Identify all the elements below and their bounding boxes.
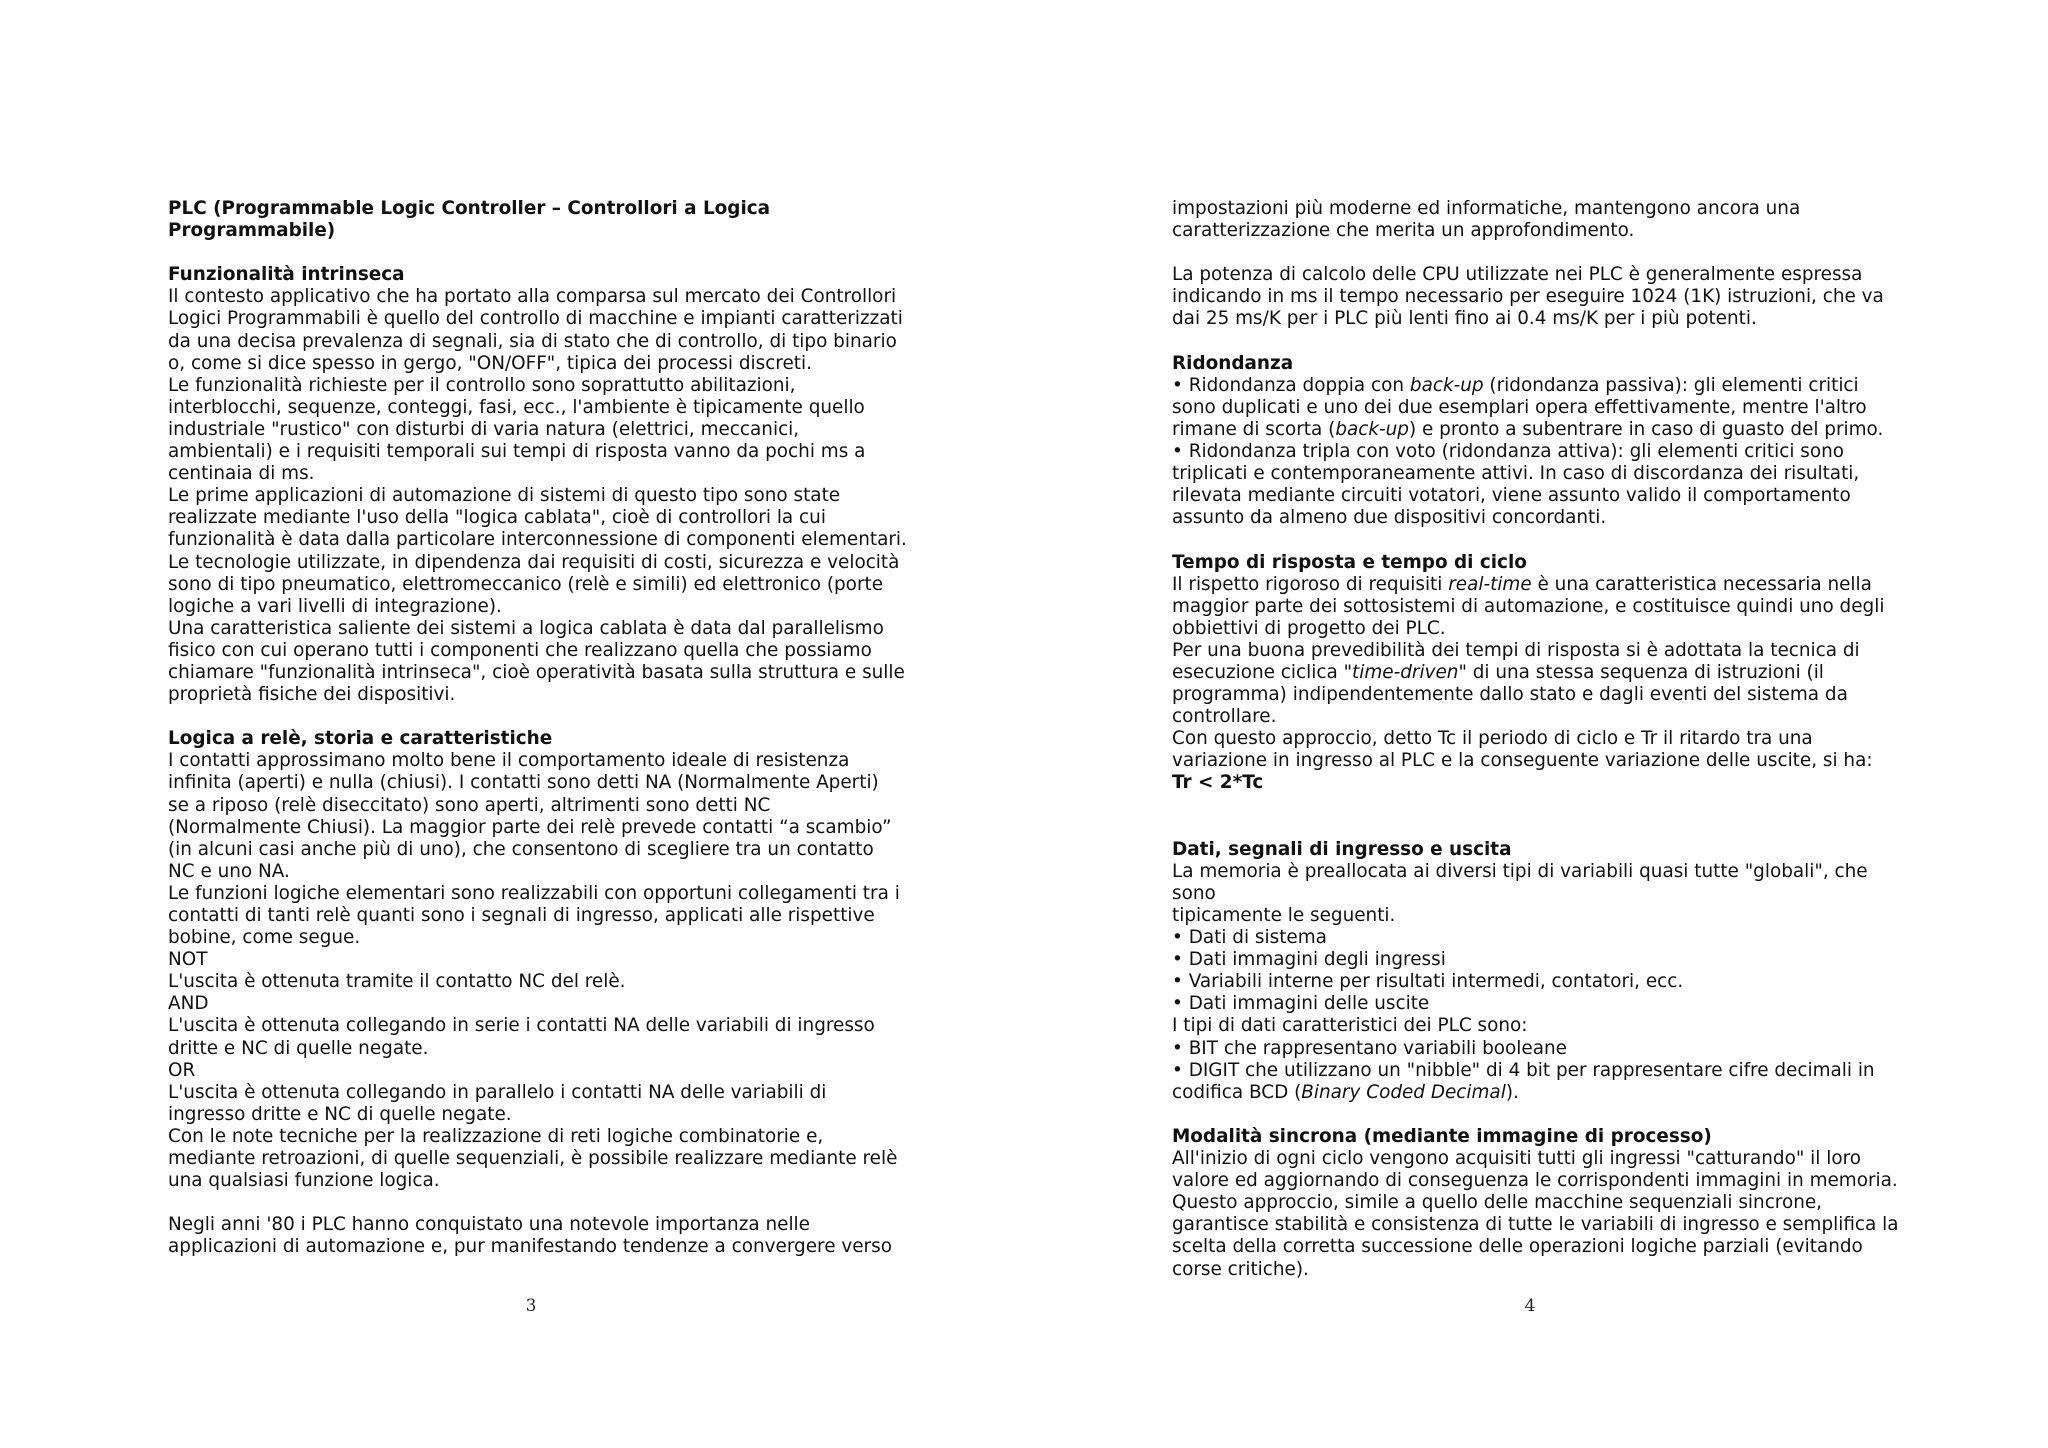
text-line	[1172, 1082, 1932, 1104]
text-run: ).	[1505, 1081, 1519, 1103]
text-line: Le prime applicazioni di automazione di sistemi di questo tipo sono state	[168, 485, 841, 507]
text-line: infinita (aperti) e nulla (chiusi). I contatti sono detti NA (Normalmente Aperti)	[168, 772, 879, 794]
text-line: (in alcuni casi anche più di uno), che consentono di scegliere tra un contatto	[168, 838, 874, 860]
title-line: PLC (Programmable Logic Controller – Controllori a Logica	[168, 198, 771, 219]
text-line: tipicamente le seguenti.	[1172, 905, 1396, 926]
section-anni-80	[168, 1214, 908, 1258]
text-line: rilevata mediante circuiti votatori, viene assunto valido il comportamento	[1172, 485, 1851, 507]
text-line: Il contesto applicativo che ha portato alla comparsa sul mercato dei Controllori	[168, 286, 897, 308]
text-line: dai 25 ms/K per i PLC più lenti fino ai 0.4 ms/K per i più potenti.	[1172, 308, 1757, 330]
text-line	[1172, 419, 1932, 441]
italic-term: time-driven	[1352, 661, 1459, 683]
text-line: logiche a vari livelli di integrazione).	[168, 595, 502, 617]
section-heading: Funzionalità intrinseca	[168, 264, 405, 286]
text-line	[1172, 574, 1932, 596]
text-line: se a riposo (relè diseccitato) sono aperti, altrimenti sono detti NC	[168, 794, 771, 816]
list-item: • Dati immagini delle uscite	[1172, 993, 1430, 1015]
text-line: valore ed aggiornando di conseguenza le corrispondenti immagini in memoria.	[1172, 1170, 1898, 1192]
text-line: ambientali) e i requisiti temporali sui tempi di risposta vanno da pochi ms a	[168, 441, 866, 463]
text-line: variazione in ingresso al PLC e la conseguente variazione delle uscite, si ha:	[1172, 750, 1873, 772]
text-line: centinaia di ms.	[168, 463, 315, 485]
text-line: Le funzionalità richieste per il controllo sono soprattutto abilitazioni,	[168, 374, 796, 396]
text-line: OR	[168, 1059, 196, 1081]
text-line: proprietà fisiche dei dispositivi.	[168, 684, 456, 706]
text-line: interblocchi, sequenze, conteggi, fasi, ecc., l'ambiente è tipicamente quello	[168, 396, 865, 418]
text-run: ) e pronto a subentrare in caso di guasto del primo.	[1408, 418, 1884, 440]
text-line: funzionalità è data dalla particolare interconnessione di componenti elementari.	[168, 529, 907, 551]
text-line: sono duplicati e uno dei due esemplari opera effettivamente, mentre l'altro	[1172, 396, 1867, 418]
title-line: Programmabile)	[168, 220, 336, 242]
text-line: Con le note tecniche per la realizzazione di reti logiche combinatorie e,	[168, 1125, 824, 1147]
section-funzionalita-intrinseca	[168, 264, 908, 706]
text-line: ingresso dritte e NC di quelle negate.	[168, 1103, 512, 1125]
text-line: (Normalmente Chiusi). La maggior parte dei relè prevede contatti “a scambio”	[168, 816, 892, 838]
text-run: Il rispetto rigoroso di requisiti	[1172, 573, 1449, 595]
section-tempo-di-risposta	[1172, 552, 1932, 795]
section-ridondanza	[1172, 353, 1932, 530]
text-line: Le funzioni logiche elementari sono realizzabili con opportuni collegamenti tra i	[168, 882, 900, 904]
text-line: una qualsiasi funzione logica.	[168, 1170, 440, 1192]
page-number: 4	[1524, 1296, 1536, 1316]
text-line: da una decisa prevalenza di segnali, sia di stato che di controllo, di tipo binario	[168, 330, 897, 352]
text-line: La memoria è preallocata ai diversi tipi di variabili quasi tutte "globali", che	[1172, 860, 1868, 882]
list-item: • Dati immagini degli ingressi	[1172, 949, 1446, 971]
page-4-text	[1172, 198, 1932, 1281]
text-run: è una caratteristica necessaria nella	[1531, 573, 1872, 595]
text-line: triplicati e contemporaneamente attivi. In caso di discordanza dei risultati,	[1172, 463, 1860, 485]
italic-term: Binary Coded Decimal	[1301, 1081, 1506, 1103]
text-line: L'uscita è ottenuta collegando in serie i contatti NA delle variabili di ingresso	[168, 1015, 875, 1037]
text-line: chiamare "funzionalità intrinseca", cioè operatività basata sulla struttura e sulle	[168, 661, 905, 683]
section-heading: Logica a relè, storia e caratteristiche	[168, 728, 553, 750]
text-line: Negli anni '80 i PLC hanno conquistato una notevole importanza nelle	[168, 1214, 810, 1236]
formula: Tr < 2*Tc	[1172, 772, 1264, 794]
intro-paragraph	[1172, 198, 1932, 242]
italic-term: real-time	[1448, 573, 1532, 595]
page-3-text	[168, 198, 908, 1259]
text-line: indicando in ms il tempo necessario per eseguire 1024 (1K) istruzioni, che va	[1172, 286, 1884, 308]
text-line: corse critiche).	[1172, 1258, 1309, 1280]
section-heading: Dati, segnali di ingresso e uscita	[1172, 838, 1512, 860]
text-line: Per una buona prevedibilità dei tempi di risposta si è adottata la tecnica di	[1172, 639, 1860, 661]
text-line: La potenza di calcolo delle CPU utilizzate nei PLC è generalmente espressa	[1172, 264, 1863, 286]
text-line: mediante retroazioni, di quelle sequenziali, è possibile realizzare mediante relè	[168, 1148, 898, 1170]
list-item: • DIGIT che utilizzano un "nibble" di 4 bit per rappresentare cifre decimali in	[1172, 1059, 1875, 1081]
list-item: • Variabili interne per risultati intermedi, contatori, ecc.	[1172, 971, 1684, 993]
text-line: controllare.	[1172, 706, 1277, 728]
text-line: garantisce stabilità e consistenza di tutte le variabili di ingresso e semplifica la	[1172, 1214, 1899, 1236]
text-line: contatti di tanti relè quanti sono i segnali di ingresso, applicati alle rispettive	[168, 905, 875, 926]
section-logica-a-rele	[168, 728, 908, 1192]
text-line: • Ridondanza tripla con voto (ridondanza attiva): gli elementi critici sono	[1172, 441, 1845, 463]
text-line: industriale "rustico" con disturbi di varia natura (elettrici, meccanici,	[168, 418, 800, 440]
text-line: sono	[1172, 882, 1216, 904]
text-line: I tipi di dati caratteristici dei PLC sono:	[1172, 1015, 1528, 1037]
text-line: scelta della corretta successione delle operazioni logiche parziali (evitando	[1172, 1236, 1863, 1258]
text-run: codifica BCD (	[1172, 1081, 1302, 1103]
section-heading: Tempo di risposta e tempo di ciclo	[1172, 551, 1527, 573]
list-item: • Dati di sistema	[1172, 927, 1327, 949]
text-line	[1172, 375, 1932, 397]
text-line: impostazioni più moderne ed informatiche, mantengono ancora una	[1172, 198, 1801, 219]
text-run: rimane di scorta (	[1172, 418, 1336, 440]
cpu-paragraph	[1172, 264, 1932, 330]
page-4	[1024, 0, 2048, 1448]
text-line: assunto da almeno due dispositivi concordanti.	[1172, 507, 1607, 529]
text-line: NC e uno NA.	[168, 860, 290, 882]
text-line: realizzate mediante l'uso della "logica cablata", cioè di controllori la cui	[168, 507, 826, 529]
section-modalita-sincrona	[1172, 1126, 1932, 1281]
text-line: caratterizzazione che merita un approfondimento.	[1172, 220, 1635, 242]
text-line: NOT	[168, 949, 208, 971]
italic-term: back-up	[1409, 374, 1484, 396]
text-line: bobine, come segue.	[168, 927, 361, 949]
section-heading: Ridondanza	[1172, 352, 1294, 374]
text-line: obbiettivi di progetto dei PLC.	[1172, 617, 1446, 639]
text-line: Con questo approccio, detto Tc il periodo di ciclo e Tr il ritardo tra una	[1172, 728, 1813, 750]
text-run: " di una stessa sequenza di istruzioni (il	[1458, 661, 1824, 683]
text-line: sono di tipo pneumatico, elettromeccanico (relè e simili) ed elettronico (porte	[168, 573, 884, 595]
text-line: fisico con cui operano tutti i componenti che realizzano quella che possiamo	[168, 639, 872, 661]
text-line: I contatti approssimano molto bene il comportamento ideale di resistenza	[168, 750, 850, 772]
text-line	[1172, 662, 1932, 684]
page-number: 3	[525, 1296, 537, 1316]
section-dati-segnali	[1172, 839, 1932, 1104]
text-line: maggior parte dei sottosistemi di automazione, e costituisce quindi uno degli	[1172, 595, 1885, 617]
text-run: (ridondanza passiva): gli elementi critici	[1483, 374, 1859, 396]
text-run: esecuzione ciclica "	[1172, 661, 1353, 683]
text-line: Le tecnologie utilizzate, in dipendenza dai requisiti di costi, sicurezza e velocità	[168, 551, 900, 573]
text-line: AND	[168, 993, 209, 1015]
section-heading: Modalità sincrona (mediante immagine di processo)	[1172, 1125, 1712, 1147]
text-line: dritte e NC di quelle negate.	[168, 1037, 429, 1059]
text-line: Una caratteristica saliente dei sistemi a logica cablata è data dal parallelismo	[168, 617, 884, 639]
text-line: applicazioni di automazione e, pur manifestando tendenze a convergere verso	[168, 1236, 892, 1258]
italic-term: back-up	[1335, 418, 1409, 440]
text-run: • Ridondanza doppia con	[1172, 374, 1410, 396]
document-title	[168, 198, 908, 242]
text-line: programma) indipendentemente dallo stato e dagli eventi del sistema da	[1172, 684, 1848, 706]
text-line: L'uscita è ottenuta tramite il contatto NC del relè.	[168, 971, 626, 993]
text-line: Logici Programmabili è quello del controllo di macchine e impianti caratterizzati	[168, 308, 903, 330]
text-line: o, come si dice spesso in gergo, "ON/OFF", tipica dei processi discreti.	[168, 352, 812, 374]
list-item: • BIT che rappresentano variabili booleane	[1172, 1037, 1567, 1059]
text-line: L'uscita è ottenuta collegando in parallelo i contatti NA delle variabili di	[168, 1081, 827, 1103]
text-line: Questo approccio, simile a quello delle macchine sequenziali sincrone,	[1172, 1192, 1823, 1214]
text-line: All'inizio di ogni ciclo vengono acquisiti tutti gli ingressi "catturando" il loro	[1172, 1148, 1861, 1170]
